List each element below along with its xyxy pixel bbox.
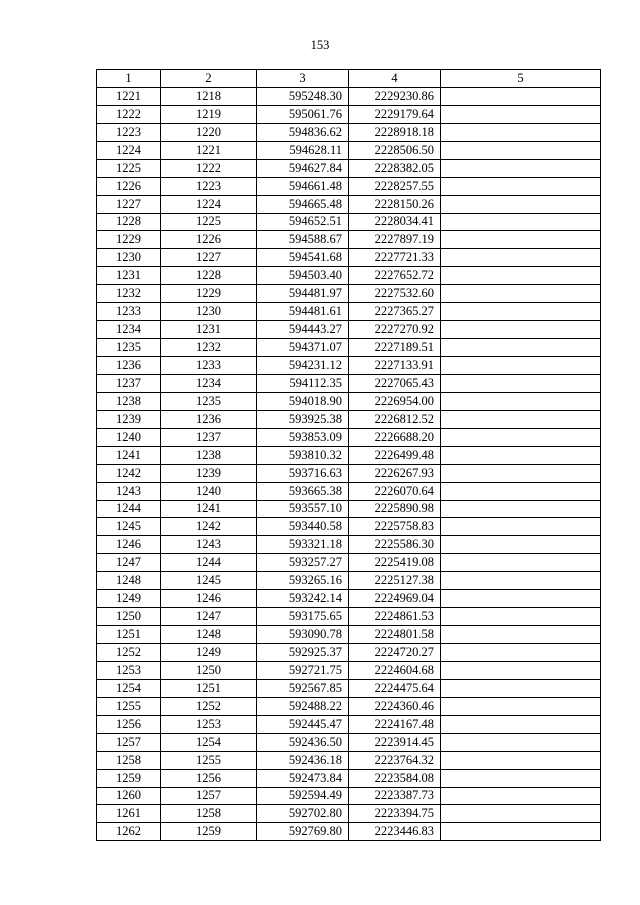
table-cell [441, 715, 601, 733]
table-cell: 592445.47 [257, 715, 349, 733]
table-row [97, 446, 601, 464]
table-cell: 2228506.50 [349, 141, 441, 159]
table-cell [441, 374, 601, 392]
table-cell: 2224861.53 [349, 608, 441, 626]
table-cell [441, 285, 601, 303]
column-header: 3 [257, 70, 349, 88]
table-cell: 1252 [97, 644, 161, 662]
table-cell [441, 267, 601, 285]
table-row [97, 644, 601, 662]
table-cell: 1237 [97, 374, 161, 392]
table-cell: 1256 [97, 715, 161, 733]
table-cell: 593716.63 [257, 464, 349, 482]
table-row [97, 249, 601, 267]
table-cell [441, 321, 601, 339]
table-cell: 1243 [161, 536, 257, 554]
table-cell: 2228918.18 [349, 123, 441, 141]
table-cell: 1252 [161, 697, 257, 715]
table-cell: 1222 [161, 159, 257, 177]
table-row [97, 751, 601, 769]
table-cell [441, 590, 601, 608]
table-cell: 2223584.08 [349, 769, 441, 787]
table-cell [441, 769, 601, 787]
table-cell: 1235 [161, 392, 257, 410]
table-cell: 1223 [161, 177, 257, 195]
table-cell: 594443.27 [257, 321, 349, 339]
table-cell [441, 554, 601, 572]
table-cell: 594588.67 [257, 231, 349, 249]
table-cell: 1253 [161, 715, 257, 733]
table-row [97, 805, 601, 823]
table-cell: 593557.10 [257, 500, 349, 518]
table-cell: 593175.65 [257, 608, 349, 626]
table-cell: 1230 [97, 249, 161, 267]
table-cell: 2224360.46 [349, 697, 441, 715]
table-row [97, 661, 601, 679]
table-cell: 1256 [161, 769, 257, 787]
table-row [97, 231, 601, 249]
table-cell: 592488.22 [257, 697, 349, 715]
table-cell: 1224 [161, 195, 257, 213]
table-cell: 594661.48 [257, 177, 349, 195]
table-cell: 1218 [161, 87, 257, 105]
table-cell: 1258 [161, 805, 257, 823]
table-cell: 1228 [161, 267, 257, 285]
table-cell: 593853.09 [257, 428, 349, 446]
table-cell: 2228382.05 [349, 159, 441, 177]
table-cell: 2229230.86 [349, 87, 441, 105]
table-row [97, 87, 601, 105]
column-header: 1 [97, 70, 161, 88]
table-cell [441, 626, 601, 644]
table-cell: 593440.58 [257, 518, 349, 536]
table-row [97, 141, 601, 159]
table-cell: 1229 [161, 285, 257, 303]
table-cell: 1244 [161, 554, 257, 572]
table-cell: 2226812.52 [349, 410, 441, 428]
table-row [97, 769, 601, 787]
table-cell: 1261 [97, 805, 161, 823]
table-cell: 2224801.58 [349, 626, 441, 644]
table-cell: 2225127.38 [349, 572, 441, 590]
table-cell: 592769.80 [257, 823, 349, 841]
table-row [97, 339, 601, 357]
table-cell: 1260 [97, 787, 161, 805]
table-cell: 594481.61 [257, 303, 349, 321]
table-cell: 1236 [161, 410, 257, 428]
table-cell: 1257 [97, 733, 161, 751]
table-cell: 592594.49 [257, 787, 349, 805]
table-cell: 592473.84 [257, 769, 349, 787]
table-row [97, 410, 601, 428]
table-row [97, 536, 601, 554]
table-cell: 1253 [97, 661, 161, 679]
table-cell: 594665.48 [257, 195, 349, 213]
table-cell: 1234 [161, 374, 257, 392]
table-cell: 1255 [161, 751, 257, 769]
column-header: 5 [441, 70, 601, 88]
table-cell: 593257.27 [257, 554, 349, 572]
table-cell [441, 392, 601, 410]
table-cell [441, 482, 601, 500]
table-cell: 1231 [97, 267, 161, 285]
table-row [97, 321, 601, 339]
table-cell: 2227721.33 [349, 249, 441, 267]
table-cell: 594371.07 [257, 339, 349, 357]
table-cell: 593265.16 [257, 572, 349, 590]
table-cell [441, 410, 601, 428]
table-cell [441, 249, 601, 267]
table-cell: 1222 [97, 105, 161, 123]
table-row [97, 357, 601, 375]
table-cell: 592925.37 [257, 644, 349, 662]
table-cell [441, 608, 601, 626]
column-header: 2 [161, 70, 257, 88]
table-row [97, 123, 601, 141]
table-cell: 1239 [161, 464, 257, 482]
table-cell: 2223764.32 [349, 751, 441, 769]
table-cell: 594628.11 [257, 141, 349, 159]
table-row [97, 177, 601, 195]
table-cell: 592702.80 [257, 805, 349, 823]
table-row [97, 374, 601, 392]
table-cell: 2228257.55 [349, 177, 441, 195]
table-cell: 1240 [161, 482, 257, 500]
table-cell: 1244 [97, 500, 161, 518]
table-cell: 594541.68 [257, 249, 349, 267]
table-cell: 2227897.19 [349, 231, 441, 249]
table-cell [441, 679, 601, 697]
table-cell [441, 518, 601, 536]
table-cell: 1231 [161, 321, 257, 339]
table-cell: 1247 [97, 554, 161, 572]
table-cell: 1234 [97, 321, 161, 339]
table-row [97, 213, 601, 231]
table-cell: 2227133.91 [349, 357, 441, 375]
table-cell: 2225419.08 [349, 554, 441, 572]
table-cell: 1235 [97, 339, 161, 357]
table-cell: 593810.32 [257, 446, 349, 464]
table-cell: 1242 [97, 464, 161, 482]
table-cell: 594627.84 [257, 159, 349, 177]
table-cell: 2226267.93 [349, 464, 441, 482]
table-cell: 592567.85 [257, 679, 349, 697]
table-cell: 592436.50 [257, 733, 349, 751]
table-row [97, 518, 601, 536]
table-row [97, 195, 601, 213]
table-cell [441, 87, 601, 105]
table-row [97, 572, 601, 590]
table-cell [441, 733, 601, 751]
table-row [97, 715, 601, 733]
table-cell [441, 697, 601, 715]
table-cell: 2227270.92 [349, 321, 441, 339]
table-cell: 593090.78 [257, 626, 349, 644]
table-cell: 2223914.45 [349, 733, 441, 751]
table-cell: 2224969.04 [349, 590, 441, 608]
table-cell: 1233 [97, 303, 161, 321]
table-cell: 1226 [97, 177, 161, 195]
table-cell [441, 195, 601, 213]
table-cell: 592721.75 [257, 661, 349, 679]
table-cell: 2224720.27 [349, 644, 441, 662]
table-row [97, 787, 601, 805]
table-cell [441, 661, 601, 679]
table-cell [441, 213, 601, 231]
table-cell: 1233 [161, 357, 257, 375]
table-cell [441, 177, 601, 195]
table-cell: 594018.90 [257, 392, 349, 410]
table-cell: 1220 [161, 123, 257, 141]
table-cell: 592436.18 [257, 751, 349, 769]
column-header: 4 [349, 70, 441, 88]
table-cell: 2227065.43 [349, 374, 441, 392]
table-cell: 2226954.00 [349, 392, 441, 410]
table-cell: 2224475.64 [349, 679, 441, 697]
table-cell: 1259 [161, 823, 257, 841]
table-cell: 1254 [97, 679, 161, 697]
table-cell: 1230 [161, 303, 257, 321]
table-row [97, 608, 601, 626]
table-cell: 1225 [161, 213, 257, 231]
page-number: 153 [310, 38, 330, 52]
table-cell [441, 141, 601, 159]
table-cell [441, 357, 601, 375]
table-cell: 2223394.75 [349, 805, 441, 823]
table-cell: 2224167.48 [349, 715, 441, 733]
table-row [97, 285, 601, 303]
table-cell: 2226070.64 [349, 482, 441, 500]
table-cell: 593665.38 [257, 482, 349, 500]
table-cell: 2228034.41 [349, 213, 441, 231]
table-cell: 1238 [161, 446, 257, 464]
table-cell: 1236 [97, 357, 161, 375]
table-cell: 1258 [97, 751, 161, 769]
table-cell [441, 536, 601, 554]
table-row [97, 392, 601, 410]
table-cell: 1254 [161, 733, 257, 751]
table-cell: 1229 [97, 231, 161, 249]
table-cell [441, 464, 601, 482]
table-cell: 594231.12 [257, 357, 349, 375]
table-cell: 1219 [161, 105, 257, 123]
table-cell [441, 644, 601, 662]
table-header-row [97, 70, 601, 88]
table-row [97, 267, 601, 285]
table-cell: 1245 [97, 518, 161, 536]
table-cell: 2225586.30 [349, 536, 441, 554]
table-cell: 1221 [97, 87, 161, 105]
table-cell: 1250 [97, 608, 161, 626]
table-row [97, 626, 601, 644]
table-cell: 594503.40 [257, 267, 349, 285]
table-row [97, 697, 601, 715]
table-cell: 1238 [97, 392, 161, 410]
table-row [97, 679, 601, 697]
table-cell: 594112.35 [257, 374, 349, 392]
table-cell [441, 159, 601, 177]
table-cell: 1262 [97, 823, 161, 841]
table-cell [441, 446, 601, 464]
table-cell: 1249 [161, 644, 257, 662]
table-row [97, 482, 601, 500]
table-cell: 2227652.72 [349, 267, 441, 285]
table-cell: 1257 [161, 787, 257, 805]
table-cell: 1248 [97, 572, 161, 590]
table-body [97, 87, 601, 840]
table-cell: 2227365.27 [349, 303, 441, 321]
table-cell: 2228150.26 [349, 195, 441, 213]
table-cell: 2225758.83 [349, 518, 441, 536]
table-cell: 2226688.20 [349, 428, 441, 446]
table-cell [441, 500, 601, 518]
table-cell: 1225 [97, 159, 161, 177]
table-row [97, 823, 601, 841]
table-cell: 2229179.64 [349, 105, 441, 123]
table-cell: 1251 [161, 679, 257, 697]
table-cell: 593242.14 [257, 590, 349, 608]
table-cell: 594481.97 [257, 285, 349, 303]
table-cell [441, 428, 601, 446]
table-cell: 1223 [97, 123, 161, 141]
table-cell [441, 303, 601, 321]
table-cell [441, 787, 601, 805]
table-cell: 2227189.51 [349, 339, 441, 357]
table-cell: 2227532.60 [349, 285, 441, 303]
table-cell: 1246 [161, 590, 257, 608]
table-cell: 1255 [97, 697, 161, 715]
table-cell: 2226499.48 [349, 446, 441, 464]
table-row [97, 428, 601, 446]
table-cell: 1228 [97, 213, 161, 231]
table-cell: 1250 [161, 661, 257, 679]
table-cell [441, 805, 601, 823]
table-cell: 1227 [97, 195, 161, 213]
table-cell: 1242 [161, 518, 257, 536]
coordinates-table [96, 69, 601, 841]
table-cell: 1245 [161, 572, 257, 590]
table-cell: 1249 [97, 590, 161, 608]
table-cell: 1232 [161, 339, 257, 357]
table-cell [441, 572, 601, 590]
table-cell: 1241 [97, 446, 161, 464]
table-row [97, 105, 601, 123]
table-cell: 595061.76 [257, 105, 349, 123]
table-cell: 1248 [161, 626, 257, 644]
table-cell: 1221 [161, 141, 257, 159]
table-cell: 593321.18 [257, 536, 349, 554]
table-cell: 1224 [97, 141, 161, 159]
table-cell [441, 823, 601, 841]
table-cell: 2223387.73 [349, 787, 441, 805]
table-row [97, 500, 601, 518]
table-row [97, 303, 601, 321]
table-cell: 1237 [161, 428, 257, 446]
table-cell: 594652.51 [257, 213, 349, 231]
table-cell: 2223446.83 [349, 823, 441, 841]
table-cell: 1246 [97, 536, 161, 554]
table-cell: 595248.30 [257, 87, 349, 105]
table-cell [441, 123, 601, 141]
table-cell: 2225890.98 [349, 500, 441, 518]
table-row [97, 159, 601, 177]
table-row [97, 554, 601, 572]
table-cell: 2224604.68 [349, 661, 441, 679]
table-cell: 1247 [161, 608, 257, 626]
table-cell: 1241 [161, 500, 257, 518]
table-row [97, 590, 601, 608]
table-cell: 1251 [97, 626, 161, 644]
table-cell [441, 105, 601, 123]
table-row [97, 464, 601, 482]
table-cell: 1227 [161, 249, 257, 267]
table-cell: 1243 [97, 482, 161, 500]
table-cell: 1240 [97, 428, 161, 446]
table-cell: 1259 [97, 769, 161, 787]
table-cell: 1232 [97, 285, 161, 303]
table-cell [441, 231, 601, 249]
table-cell: 594836.62 [257, 123, 349, 141]
table-cell: 1239 [97, 410, 161, 428]
table-cell: 1226 [161, 231, 257, 249]
table-cell [441, 339, 601, 357]
table-cell: 593925.38 [257, 410, 349, 428]
table-row [97, 733, 601, 751]
table-cell [441, 751, 601, 769]
